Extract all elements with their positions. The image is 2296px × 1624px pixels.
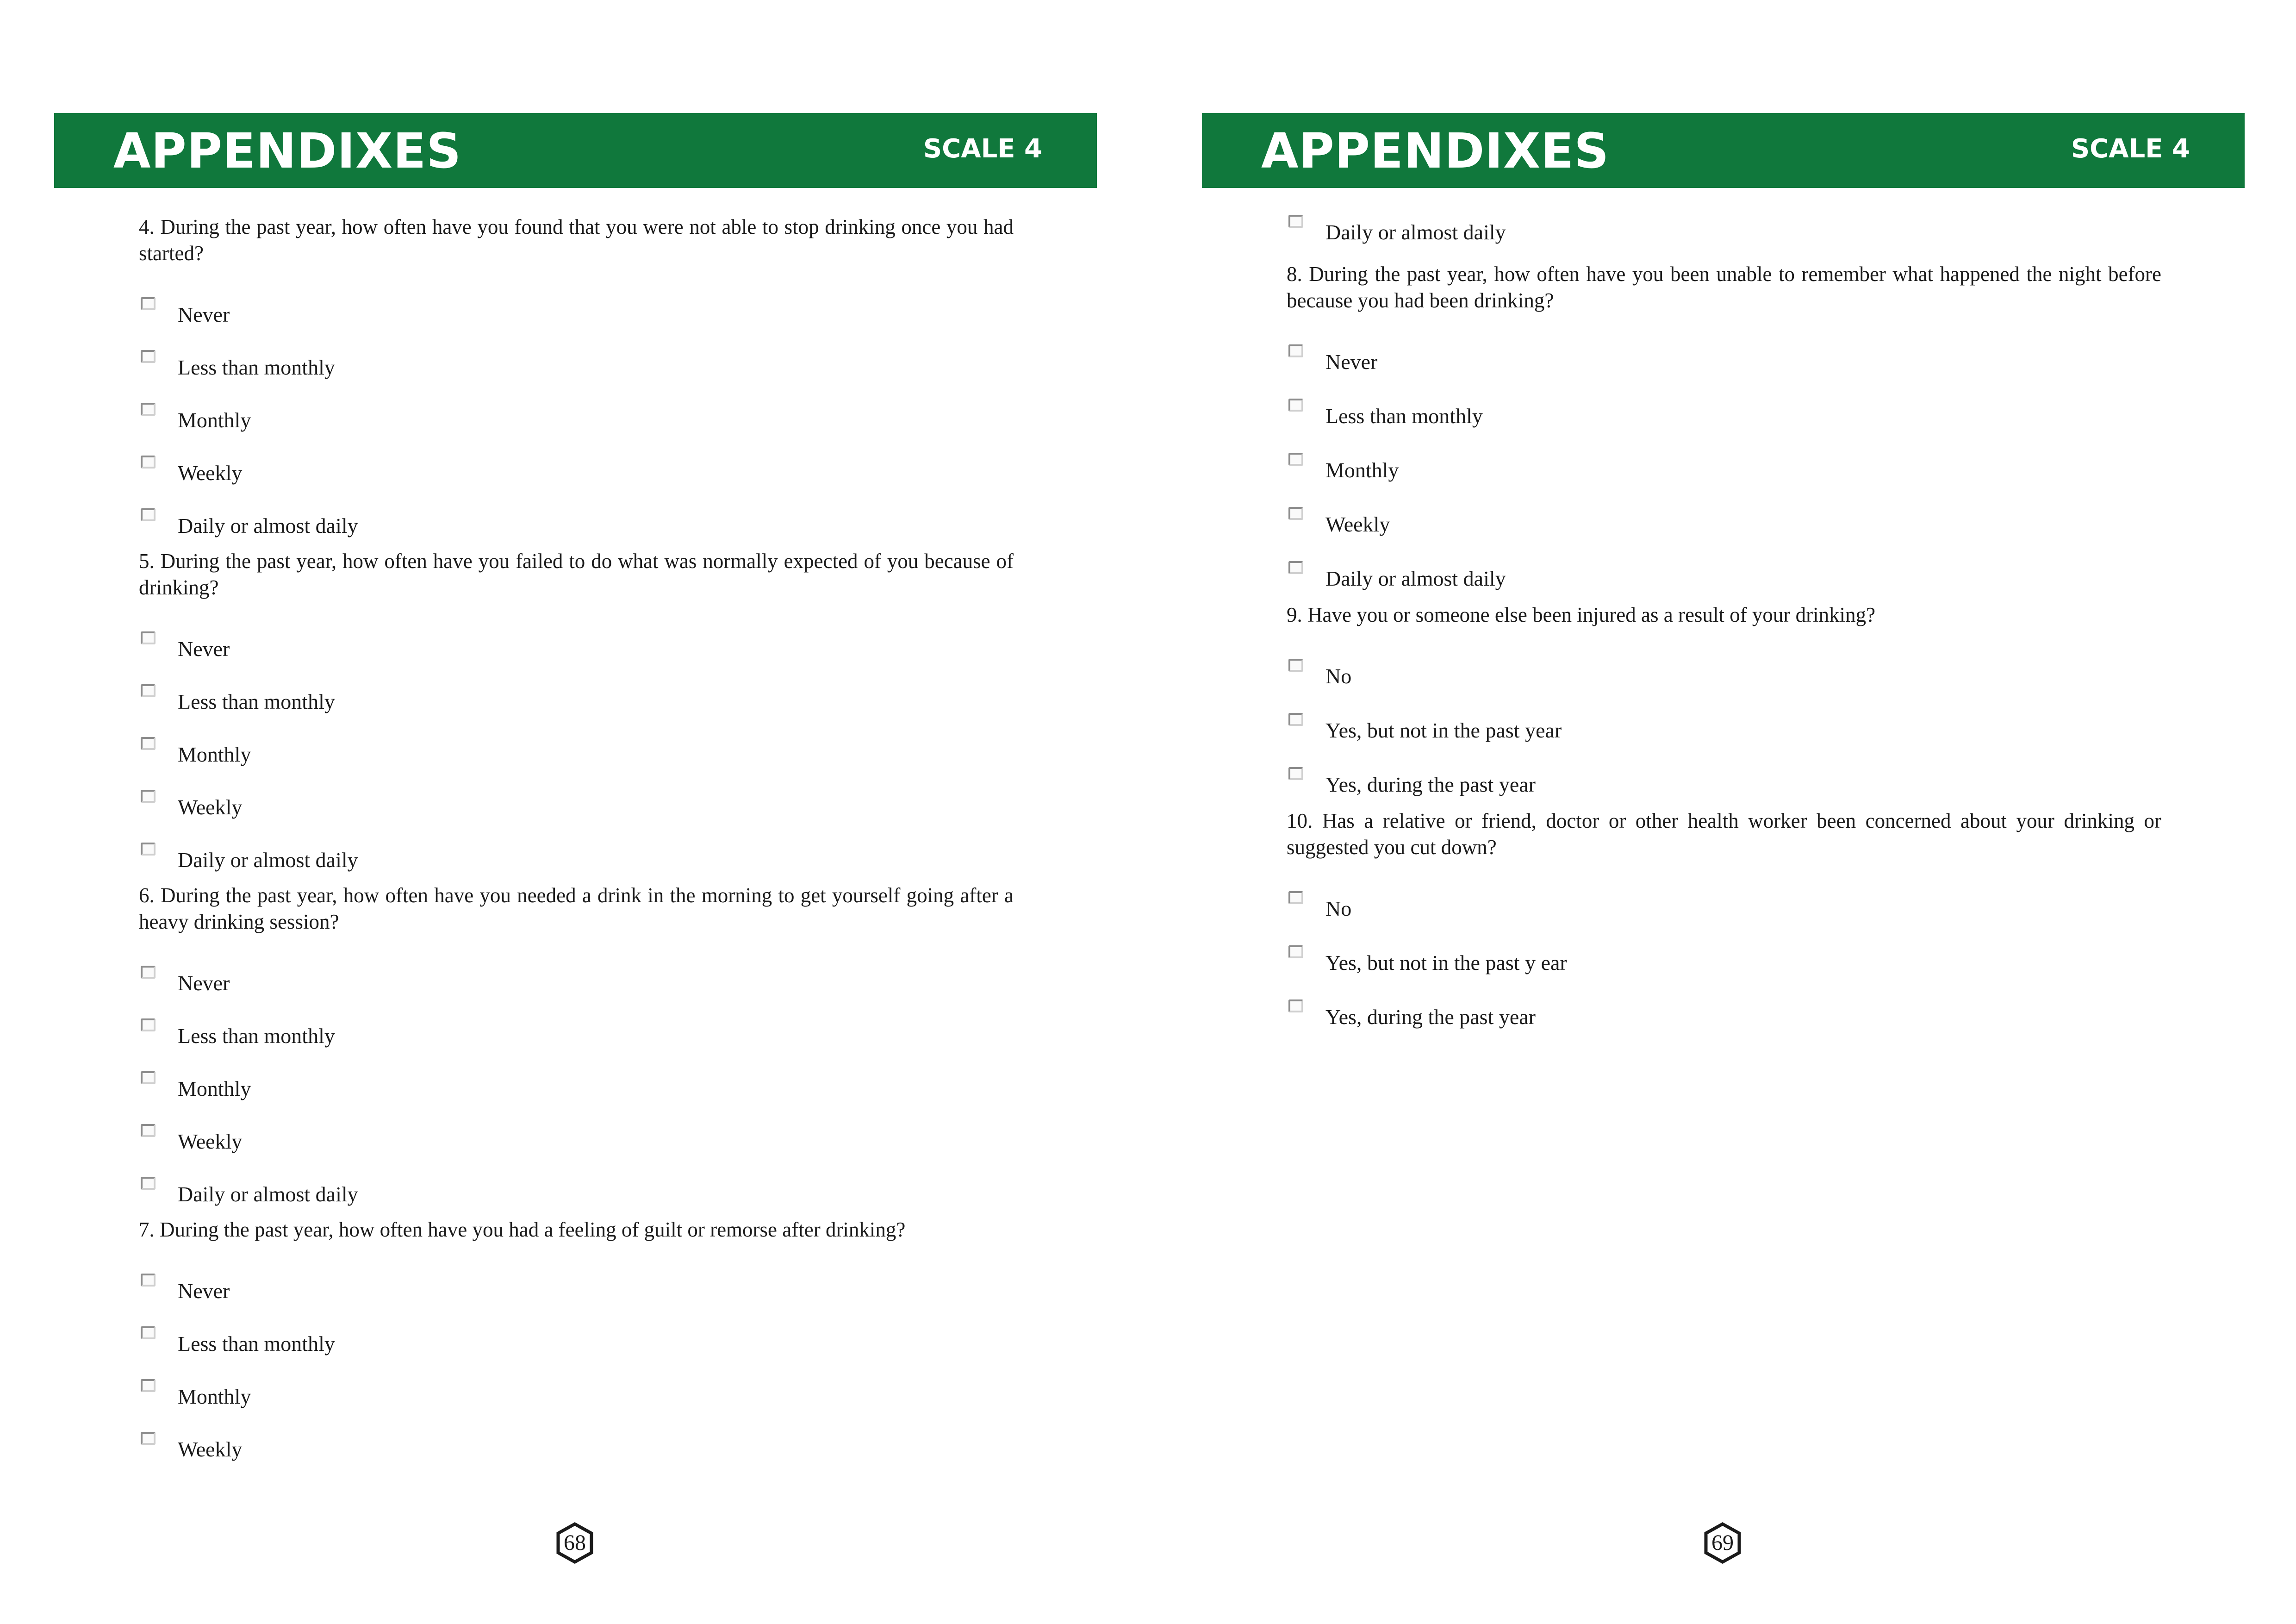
option-label: Yes, during the past year (1325, 773, 1536, 796)
header-scale: SCALE 4 (923, 134, 1042, 164)
option-label: Yes, but not in the past year (1325, 718, 1562, 742)
checkbox-icon[interactable] (1288, 561, 1303, 574)
option-daily[interactable] (1287, 213, 2161, 261)
option-label: Yes, but not in the past y ear (1325, 951, 1567, 974)
question-block-5 (139, 548, 1014, 882)
option-monthly[interactable] (139, 1069, 1014, 1122)
header-title: APPENDIXES (1261, 123, 1610, 179)
option-label: Yes, during the past year (1325, 1005, 1536, 1029)
option-yes-not-past-year[interactable] (1287, 943, 2161, 998)
option-weekly[interactable] (139, 788, 1014, 841)
option-label: No (1325, 664, 1352, 688)
checkbox-icon[interactable] (1288, 344, 1303, 357)
checkbox-icon[interactable] (1288, 507, 1303, 520)
option-weekly[interactable] (139, 454, 1014, 506)
option-label: Daily or almost daily (1325, 220, 1506, 244)
option-less-than-monthly[interactable] (139, 348, 1014, 401)
header-title: APPENDIXES (113, 123, 462, 179)
option-daily[interactable] (139, 841, 1014, 882)
header-banner (1202, 113, 2245, 188)
option-label: Daily or almost daily (178, 848, 358, 872)
question-5: 5. During the past year, how often have you failed to do what was normally expected of you because of drinking? (139, 550, 1014, 599)
option-weekly[interactable] (1287, 505, 2161, 559)
question-block-8 (1287, 261, 2161, 602)
question-block-7 (139, 1217, 1014, 1483)
question-block-4 (139, 214, 1014, 548)
option-yes-not-past-year[interactable] (1287, 711, 2161, 765)
option-monthly[interactable] (1287, 451, 2161, 505)
option-no[interactable] (1287, 657, 2161, 711)
option-label: Monthly (178, 1077, 251, 1100)
questionnaire (1287, 213, 2161, 1052)
header-scale: SCALE 4 (2071, 134, 2190, 164)
option-label: Daily or almost daily (1325, 567, 1506, 590)
question-7: 7. During the past year, how often have you had a feeling of guilt or remorse after drinking? (139, 1218, 906, 1241)
checkbox-icon[interactable] (1288, 891, 1303, 904)
option-label: Never (1325, 350, 1378, 374)
option-label: Less than monthly (1325, 404, 1483, 428)
option-label: Never (178, 971, 230, 995)
options-7-continued (1287, 213, 2161, 261)
checkbox-icon[interactable] (1288, 945, 1303, 958)
checkbox-icon[interactable] (141, 1432, 156, 1445)
checkbox-icon[interactable] (141, 631, 156, 644)
option-label: Less than monthly (178, 1332, 335, 1355)
page-number (556, 1522, 593, 1564)
page-number-text: 68 (564, 1530, 586, 1555)
checkbox-icon[interactable] (141, 1177, 156, 1190)
option-monthly[interactable] (139, 401, 1014, 454)
option-never[interactable] (139, 630, 1014, 682)
checkbox-icon[interactable] (141, 1018, 156, 1031)
checkbox-icon[interactable] (141, 737, 156, 750)
right-page (1148, 0, 2296, 1624)
checkbox-icon[interactable] (141, 966, 156, 979)
option-label: Never (178, 1279, 230, 1303)
question-4: 4. During the past year, how often have you found that you were not able to stop drinking once you had started? (139, 215, 1014, 265)
option-label: Weekly (178, 795, 243, 819)
checkbox-icon[interactable] (141, 1071, 156, 1084)
checkbox-icon[interactable] (141, 456, 156, 468)
page-number-text: 69 (1711, 1530, 1734, 1555)
options-7 (139, 1272, 1014, 1483)
option-label: Monthly (178, 743, 251, 766)
option-less-than-monthly[interactable] (1287, 397, 2161, 451)
option-label: Weekly (1325, 512, 1390, 536)
checkbox-icon[interactable] (1288, 399, 1303, 412)
question-9: 9. Have you or someone else been injured as a result of your drinking? (1287, 603, 1876, 626)
option-monthly[interactable] (139, 1377, 1014, 1430)
option-weekly[interactable] (139, 1122, 1014, 1175)
checkbox-icon[interactable] (141, 684, 156, 697)
checkbox-icon[interactable] (141, 790, 156, 803)
option-label: Weekly (178, 1130, 243, 1153)
option-label: Monthly (1325, 458, 1399, 482)
options-8 (1287, 343, 2161, 602)
checkbox-icon[interactable] (1288, 659, 1303, 672)
option-never[interactable] (1287, 343, 2161, 397)
question-block-9 (1287, 602, 2161, 808)
option-label: Less than monthly (178, 690, 335, 713)
option-never[interactable] (139, 964, 1014, 1017)
option-label: No (1325, 897, 1352, 920)
checkbox-icon[interactable] (141, 403, 156, 416)
option-label: Never (178, 303, 230, 326)
checkbox-icon[interactable] (141, 350, 156, 363)
questionnaire (139, 214, 1014, 1483)
option-yes-past-year[interactable] (1287, 765, 2161, 808)
checkbox-icon[interactable] (141, 1274, 156, 1287)
checkbox-icon[interactable] (141, 508, 156, 521)
checkbox-icon[interactable] (141, 297, 156, 310)
checkbox-icon[interactable] (1288, 999, 1303, 1012)
question-block-10 (1287, 808, 2161, 1052)
checkbox-icon[interactable] (141, 1379, 156, 1392)
checkbox-icon[interactable] (1288, 215, 1303, 228)
checkbox-icon[interactable] (1288, 453, 1303, 466)
checkbox-icon[interactable] (1288, 767, 1303, 780)
options-4 (139, 295, 1014, 548)
option-daily[interactable] (1287, 559, 2161, 602)
option-label: Weekly (178, 461, 243, 485)
question-8: 8. During the past year, how often have you been unable to remember what happened the night before because you had been drinking? (1287, 262, 2161, 312)
option-weekly[interactable] (139, 1430, 1014, 1483)
option-label: Less than monthly (178, 1024, 335, 1048)
checkbox-icon[interactable] (141, 843, 156, 856)
option-label: Less than monthly (178, 356, 335, 379)
option-label: Never (178, 637, 230, 661)
question-10: 10. Has a relative or friend, doctor or other health worker been concerned about your drinking or suggested you cut down? (1287, 809, 2161, 859)
question-6: 6. During the past year, how often have you needed a drink in the morning to get yourself going after a heavy drinking session? (139, 884, 1014, 933)
option-daily[interactable] (139, 506, 1014, 548)
option-label: Daily or almost daily (178, 1182, 358, 1206)
option-less-than-monthly[interactable] (139, 682, 1014, 735)
option-label: Weekly (178, 1437, 243, 1461)
checkbox-icon[interactable] (1288, 713, 1303, 726)
header-banner (54, 113, 1097, 188)
option-never[interactable] (139, 1272, 1014, 1324)
page-number (1704, 1522, 1741, 1564)
options-5 (139, 630, 1014, 882)
option-monthly[interactable] (139, 735, 1014, 788)
options-10 (1287, 889, 2161, 1052)
option-never[interactable] (139, 295, 1014, 348)
option-label: Monthly (178, 408, 251, 432)
options-6 (139, 964, 1014, 1217)
options-9 (1287, 657, 2161, 808)
option-less-than-monthly[interactable] (139, 1324, 1014, 1377)
question-block-6 (139, 882, 1014, 1217)
option-daily[interactable] (139, 1175, 1014, 1217)
option-label: Monthly (178, 1385, 251, 1408)
option-label: Daily or almost daily (178, 514, 358, 537)
option-less-than-monthly[interactable] (139, 1017, 1014, 1069)
checkbox-icon[interactable] (141, 1326, 156, 1339)
option-yes-past-year[interactable] (1287, 998, 2161, 1052)
checkbox-icon[interactable] (141, 1124, 156, 1137)
option-no[interactable] (1287, 889, 2161, 943)
